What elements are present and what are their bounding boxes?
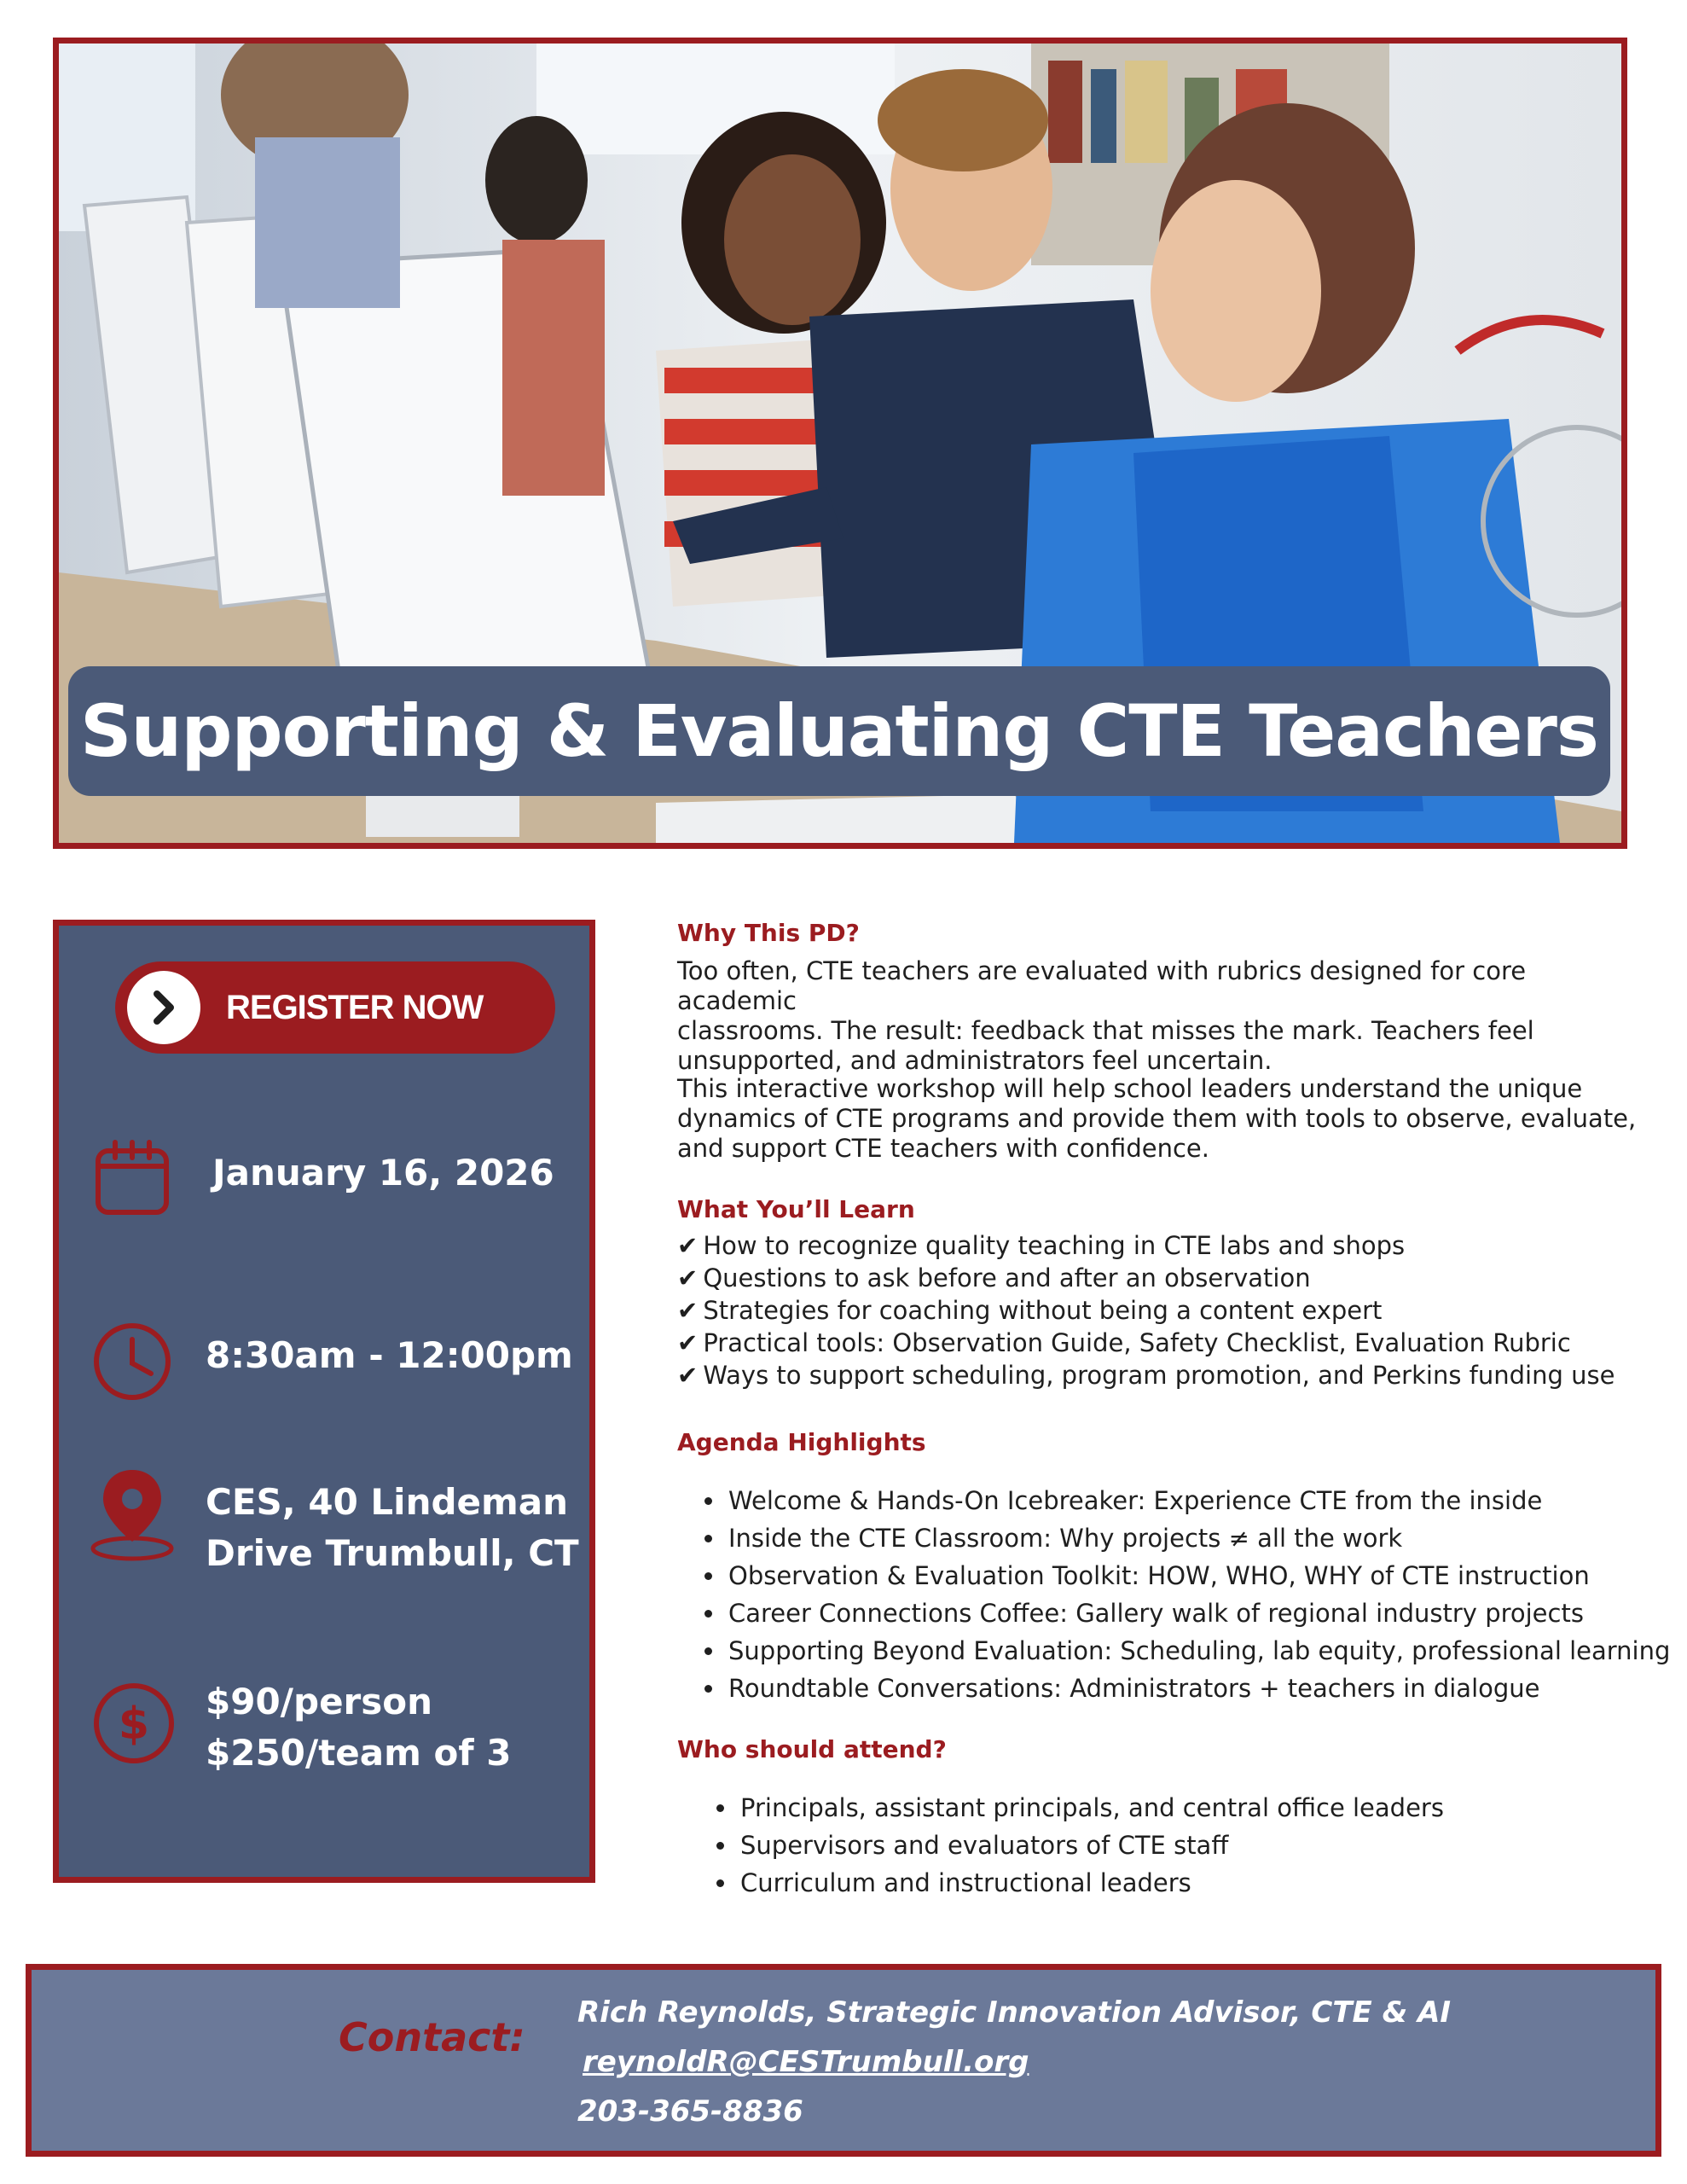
checkmark-icon: ✔ [677, 1328, 699, 1357]
calendar-icon [93, 1139, 171, 1217]
contact-name: Rich Reynolds, Strategic Innovation Advisor, CTE & AI [577, 1995, 1452, 2030]
learn-heading: What You’ll Learn [677, 1195, 915, 1223]
list-item: Career Connections Coffee: Gallery walk of regional industry projects [728, 1594, 1670, 1632]
list-item [677, 1294, 1615, 1327]
learn-list [677, 1229, 1615, 1391]
clock-icon [91, 1321, 173, 1403]
contact-email-link[interactable]: reynoldR@CESTrumbull.org [583, 2045, 1029, 2079]
agenda-list [728, 1482, 1670, 1707]
why-p1-line: unsupported, and administrators feel uncertain. [677, 1046, 1272, 1075]
list-item: Observation & Evaluation Toolkit: HOW, WHO, WHY of CTE instruction [728, 1557, 1670, 1594]
list-item [677, 1229, 1615, 1262]
dollar-icon [91, 1681, 177, 1766]
register-now-label: REGISTER NOW [226, 988, 484, 1026]
checkmark-icon: ✔ [677, 1231, 699, 1260]
why-p1-line: classrooms. The result: feedback that misses the mark. Teachers feel [677, 1016, 1534, 1045]
checkmark-icon: ✔ [677, 1296, 699, 1325]
price-per-person: $90/person [206, 1681, 433, 1722]
event-info-panel [53, 920, 595, 1883]
contact-footer [26, 1964, 1661, 2157]
price-per-team: $250/team of 3 [206, 1732, 512, 1774]
register-now-button[interactable] [115, 961, 555, 1054]
why-p1-line: Too often, CTE teachers are evaluated with rubrics designed for core academic [677, 956, 1527, 1015]
list-item-text: How to recognize quality teaching in CTE labs and shops [703, 1231, 1406, 1260]
list-item-text: Strategies for coaching without being a content expert [703, 1296, 1383, 1325]
why-p2-line: dynamics of CTE programs and provide them with tools to observe, evaluate, [677, 1104, 1637, 1133]
why-paragraph-1 [677, 956, 1641, 1076]
event-time: 8:30am - 12:00pm [206, 1334, 573, 1376]
why-p2-line: and support CTE teachers with confidence. [677, 1134, 1209, 1163]
svg-text:$: $ [118, 1699, 150, 1750]
list-item: Welcome & Hands-On Icebreaker: Experience CTE from the inside [728, 1482, 1670, 1519]
list-item-text: Ways to support scheduling, program promotion, and Perkins funding use [703, 1361, 1615, 1390]
why-paragraph-2 [677, 1074, 1636, 1164]
title-banner [68, 666, 1610, 796]
agenda-heading: Agenda Highlights [677, 1428, 926, 1456]
checkmark-icon: ✔ [677, 1361, 699, 1390]
list-item [677, 1359, 1615, 1391]
list-item: Curriculum and instructional leaders [740, 1864, 1444, 1902]
list-item [677, 1327, 1615, 1359]
list-item-text: Questions to ask before and after an observation [703, 1263, 1311, 1292]
list-item-text: Practical tools: Observation Guide, Safety Checklist, Evaluation Rubric [703, 1328, 1571, 1357]
event-location [206, 1477, 579, 1579]
chevron-right-icon [127, 971, 200, 1044]
why-heading: Why This PD? [677, 919, 860, 947]
attend-heading: Who should attend? [677, 1735, 947, 1763]
location-line-2: Drive Trumbull, CT [206, 1532, 579, 1574]
contact-phone: 203-365-8836 [577, 2094, 803, 2129]
attend-list [740, 1789, 1444, 1902]
event-date: January 16, 2026 [212, 1152, 554, 1194]
list-item: Roundtable Conversations: Administrators + teachers in dialogue [728, 1670, 1670, 1707]
checkmark-icon: ✔ [677, 1263, 699, 1292]
contact-label: Contact: [339, 2014, 525, 2060]
map-pin-icon [88, 1467, 177, 1562]
location-line-1: CES, 40 Lindeman [206, 1481, 569, 1523]
list-item: Principals, assistant principals, and central office leaders [740, 1789, 1444, 1827]
page-title: Supporting & Evaluating CTE Teachers [80, 689, 1598, 773]
list-item: Inside the CTE Classroom: Why projects ≠ all the work [728, 1519, 1670, 1557]
list-item: Supervisors and evaluators of CTE staff [740, 1827, 1444, 1864]
list-item: Supporting Beyond Evaluation: Scheduling, lab equity, professional learning [728, 1632, 1670, 1670]
why-p2-line: This interactive workshop will help school leaders understand the unique [677, 1074, 1583, 1103]
list-item [677, 1262, 1615, 1294]
event-price [206, 1676, 512, 1779]
